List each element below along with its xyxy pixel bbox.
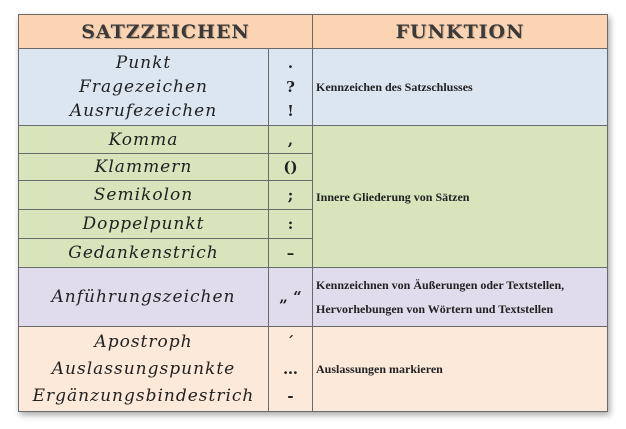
symbol-fragezeichen: ? <box>286 78 295 96</box>
symbol-gedankenstrich: – <box>269 239 313 268</box>
symbol-ausrufezeichen: ! <box>287 102 294 120</box>
name-ausrufezeichen: Ausrufezeichen <box>69 101 218 121</box>
symbol-semikolon: ; <box>269 181 313 210</box>
symbol-punkt: . <box>287 54 294 72</box>
symbol-cell <box>269 49 313 126</box>
symbol-anfuehrungszeichen: „ “ <box>269 268 313 327</box>
name-cell <box>19 327 269 412</box>
name-auslassungspunkte: Auslassungspunkte <box>51 358 236 379</box>
symbol-klammern: () <box>269 154 313 181</box>
function-gliederung: Innere Gliederung von Sätzen <box>313 126 608 268</box>
name-apostroph: Apostroph <box>94 331 193 352</box>
name-anfuehrungszeichen: Anführungszeichen <box>19 268 269 327</box>
name-punkt: Punkt <box>115 53 172 73</box>
symbol-doppelpunkt: : <box>269 210 313 239</box>
symbol-cell <box>269 327 313 412</box>
function-line-1: Kennzeichnen von Äußerungen oder Textstellen, <box>316 278 565 292</box>
name-doppelpunkt: Doppelpunkt <box>19 210 269 239</box>
symbol-ergaenzungsbindestrich: - <box>287 386 294 405</box>
symbol-komma: , <box>269 126 313 154</box>
table-row <box>19 49 608 126</box>
header-row <box>19 15 608 49</box>
symbol-auslassungspunkte: … <box>283 359 298 378</box>
function-line-2: Hervorhebungen von Wörtern und Textstellen <box>316 302 554 316</box>
punctuation-table <box>18 14 608 412</box>
function-auslassungen: Auslassungen markieren <box>313 327 608 412</box>
name-cell <box>19 49 269 126</box>
symbol-apostroph: ´ <box>286 332 295 351</box>
function-anfuehrung <box>313 268 608 327</box>
name-semikolon: Semikolon <box>19 181 269 210</box>
function-satzschluss: Kennzeichen des Satzschlusses <box>313 49 608 126</box>
table-row <box>19 268 608 327</box>
header-funktion: FUNKTION <box>313 15 608 49</box>
table-row <box>19 327 608 412</box>
name-ergaenzungsbindestrich: Ergänzungsbindestrich <box>32 385 255 406</box>
name-gedankenstrich: Gedankenstrich <box>19 239 269 268</box>
table-row <box>19 126 608 154</box>
name-fragezeichen: Fragezeichen <box>79 77 208 97</box>
header-satzzeichen: SATZZEICHEN <box>19 15 313 49</box>
name-komma: Komma <box>19 126 269 154</box>
name-klammern: Klammern <box>19 154 269 181</box>
